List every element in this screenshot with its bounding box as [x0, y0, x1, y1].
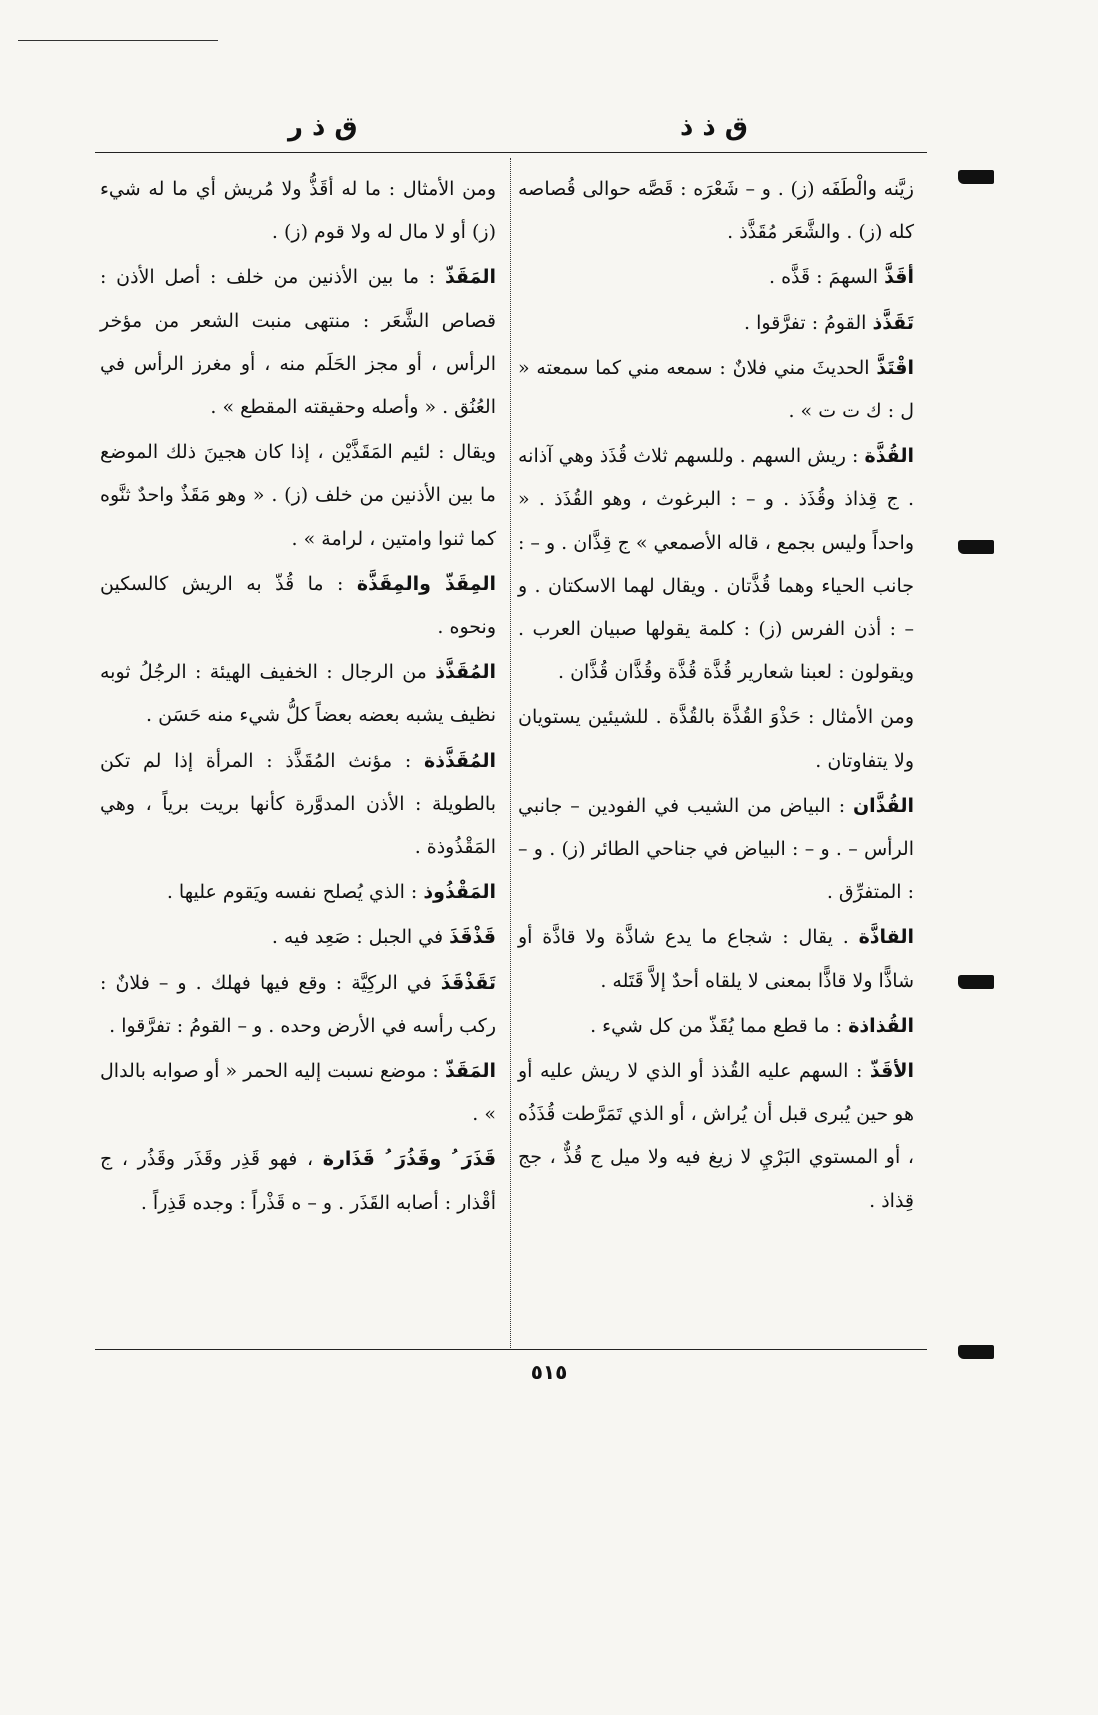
entry-headword: القاذَّة: [858, 926, 914, 949]
thumb-index-tab: [958, 170, 994, 184]
dictionary-entry: [100, 740, 496, 870]
entry-definition: : ريش السهم . وللسهم ثلاث قُذَذ وهي آذانه . ج قِذاذ وقُذَذ . و – : البرغوث ، وهو القُذَذ . « واحداً وليس بجمع ، قاله الأصمعي » ج قِذَّان . و – : جانب الحياء وهما قُذَّتان . ويقال لهما الاسكتان . و – : أذن الفرس (ز) : كلمة يقولها صبيان العرب . ويقولون : لعبنا شعارير قُذَّة قُذَّة وقُذَّان قُذَّان .: [517, 445, 914, 684]
dictionary-entry: [518, 785, 914, 915]
entry-definition: : البياض من الشيب في الفودين – جانبي الرأس – . و – : البياض في جناحي الطائر (ز) . و – : المتفرِّق .: [518, 794, 914, 904]
entry-definition: ومن الأمثال : ما له أقَذُّ ولا مُريش أي ما له شيء (ز) أو لا مال له ولا قوم (ز) .: [100, 178, 496, 244]
dictionary-entry: [518, 256, 914, 299]
dictionary-entry: [518, 302, 914, 345]
entry-headword: الأقَذّ: [869, 1060, 914, 1083]
dictionary-entry: [518, 696, 914, 782]
right-column: [518, 168, 914, 1225]
dictionary-entry: [100, 651, 496, 737]
dictionary-entry: [518, 435, 914, 694]
entry-definition: ، فهو قَذِر وقَذَر وقَذُر ، ج أقْذار : أصابه القَذَر . و – ه قَذْراً : وجده قَذِراً .: [100, 1148, 496, 1214]
entry-headword: المُقَذَّذ: [435, 661, 497, 684]
dictionary-entry: [100, 168, 496, 254]
entry-definition: : ما بين الأذنين من خلف : أصل الأذن : قصاص الشَّعَر : منتهى منبت الشعر من مؤخر الرأس ، أو مجز الحَلَم منه ، أو مغرز الرأس في العُنُق . « وأصله وحقيقته المقطع » .: [100, 266, 496, 419]
entry-definition: من الرجال : الخفيف الهيئة : الرجُلُ ثوبه نظيف يشبه بعضه بعضاً كلُّ شيء منه حَسَن .: [100, 661, 496, 727]
dictionary-entry: [100, 256, 496, 429]
dictionary-entry: [100, 431, 496, 561]
entry-definition: : موضع نسبت إليه الحمر « أو صوابه بالدال » .: [100, 1060, 496, 1126]
entry-headword: أقَذَّ: [884, 266, 914, 289]
thumb-index-tab: [958, 540, 994, 554]
dictionary-entry: [518, 1005, 914, 1048]
entry-definition: : مؤنث المُقَذَّذ : المرأة إذا لم تكن بالطويلة : الأذن المدوَّرة كأنها بريت برياً ، وهي المَقْذُوذة .: [100, 749, 496, 859]
entry-headword: القُذَّة: [864, 445, 914, 468]
header-rule: [95, 152, 927, 153]
entry-definition: . يقال : شجاع ما يدع شاذَّة ولا قاذَّة أو شاذًّا ولا قاذًّا بمعنى لا يلقاه أحدٌ إلاَّ قَتَله .: [518, 926, 914, 992]
entry-definition: الحديثَ مني فلانٌ : سمعه مني كما سمعته « ل : ك ت ت » .: [518, 356, 914, 423]
footer-rule: [95, 1349, 927, 1350]
entry-headword: اقْتَذَّ: [876, 356, 914, 379]
left-column: [100, 168, 496, 1227]
entry-headword: القُذَّان: [852, 794, 914, 817]
page-number: ٥١٥: [530, 1360, 568, 1384]
entry-headword: المِقَذّ والمِقَذَّة: [356, 572, 497, 595]
entry-headword: تَقَذْقَذَ: [440, 971, 496, 994]
column-divider: [510, 158, 511, 1350]
dictionary-entry: [518, 916, 914, 1002]
dictionary-entry: [100, 1138, 496, 1224]
entry-definition: زيَّنه والْطَفَه (ز) . و – شَعْرَه : قَصَّه حوالى قُصاصه كله (ز) . والشَّعَر مُقَذَّذ .: [518, 178, 914, 244]
entry-headword: قَذَرَ ُ وقَذُرَ ُ قَذَارة: [322, 1148, 497, 1171]
entry-headword: قَذْقَذَ: [449, 926, 496, 949]
dictionary-entry: [100, 1050, 496, 1136]
header-root-right: ق ذ ذ: [680, 112, 749, 142]
entry-definition: : السهم عليه القُذذ أو الذي لا ريش عليه أو هو حين يُبرى قبل أن يُراش ، أو الذي تَمَرَّطت قُذَذُه ، أو المستوي البَرْيِ لا زيغ فيه ولا ميل ج قُذٌّ ، جج قِذاذ .: [518, 1060, 914, 1212]
dictionary-entry: [518, 168, 914, 254]
entry-headword: المَقَذّ: [444, 266, 496, 289]
entry-definition: في الركِيَّة : وقع فيها فهلك . و – فلانٌ : ركب رأسه في الأرض وحده . و – القومُ : تفرَّقوا .: [100, 971, 496, 1037]
entry-headword: المَقْذُوذ: [423, 881, 496, 904]
entry-headword: القُذاذة: [848, 1014, 914, 1037]
entry-definition: في الجبل : صَعِد فيه .: [271, 926, 444, 949]
entry-definition: ومن الأمثال : حَذْوَ القُذَّة بالقُذَّة . للشيئين يستويان ولا يتفاوتان .: [518, 706, 914, 772]
entry-definition: : ما قطع مما يُقَذّ من كل شيء .: [590, 1014, 843, 1037]
top-rule: [18, 40, 218, 41]
dictionary-entry: [518, 1050, 914, 1223]
entry-definition: ويقال : لئيم المَقَذَّيْن ، إذا كان هجينَ ذلك الموضع ما بين الأذنين من خلف (ز) . « وهو مَقَذٌ واحدٌ ثنَّوه كما ثنوا وامتين ، لرامة » .: [100, 441, 496, 550]
entry-headword: تَقَذَّذ: [872, 311, 914, 334]
dictionary-entry: [100, 962, 496, 1048]
dictionary-entry: [100, 871, 496, 914]
thumb-index-tab: [958, 975, 994, 989]
entry-headword: المُقَذَّذة: [423, 749, 496, 772]
dictionary-entry: [100, 916, 496, 959]
entry-headword: المَقَذّ: [444, 1060, 496, 1083]
entry-definition: : الذي يُصلح نفسه ويَقوم عليها .: [166, 881, 418, 904]
entry-definition: السهمَ : قَذَّه .: [769, 266, 879, 289]
dictionary-entry: [100, 563, 496, 649]
header-root-left: ق ذ ر: [288, 112, 358, 142]
dictionary-entry: [518, 347, 914, 433]
entry-definition: : ما قُذّ به الريش كالسكين ونحوه .: [100, 572, 496, 639]
thumb-index-tab: [958, 1345, 994, 1359]
entry-definition: القومُ : تفرَّقوا .: [744, 311, 867, 334]
